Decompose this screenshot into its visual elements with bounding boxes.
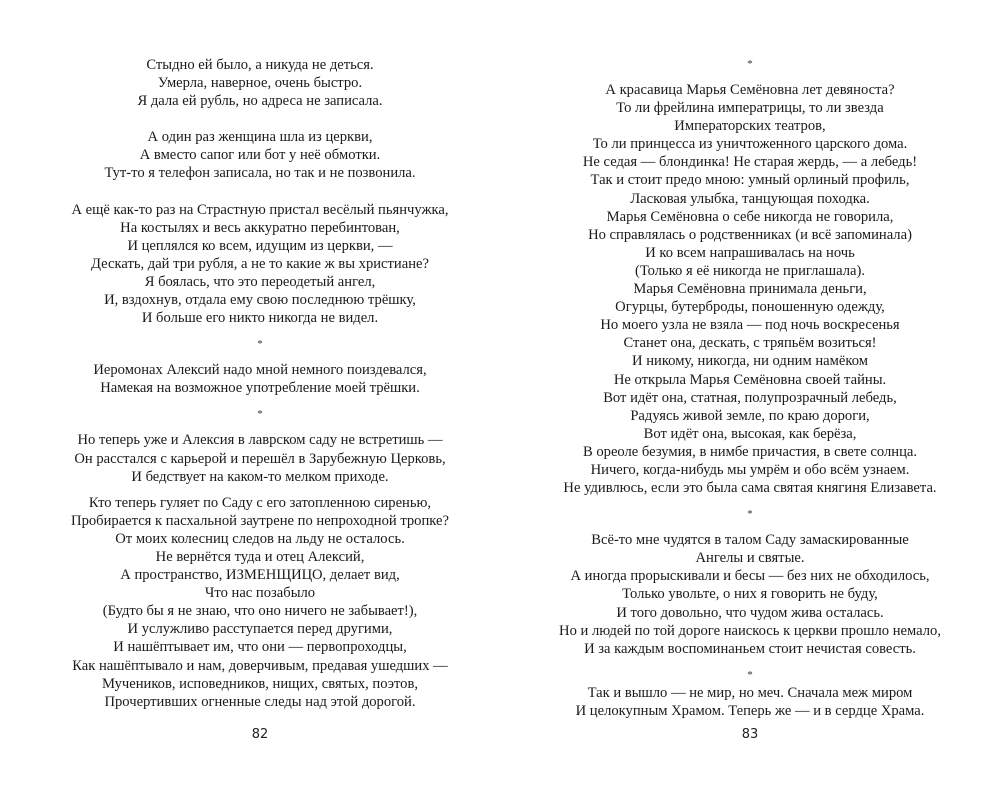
verse-line: Иеромонах Алексий надо мной немного поиздевался, [93,362,427,379]
verse-line: Вот идёт она, статная, полупрозрачный лебедь, [603,389,897,406]
verse-line: Станет она, дескать, с тряпьём возиться! [623,335,877,352]
verse-line: И ко всем напрашивалась на ночь [645,244,855,261]
verse-line: То ли фрейлина императрицы, то ли звезда [616,100,884,117]
stanza [40,201,480,328]
asterisk-separator: * [747,668,753,681]
verse-line: И целокупным Храмом. Теперь же — и в сердце Храма. [575,702,925,719]
verse-line: Марья Семёновна о себе никогда не говорила, [606,208,894,225]
verse-line: Не вернётся туда и отец Алексий, [155,548,365,565]
verse-line: А красавица Марья Семёновна лет девяноста? [605,82,895,98]
verse-line: Но справлялась о родственниках (и всё запоминала) [588,226,912,243]
verse-line: И нашёптывает им, что они — первопроходцы, [113,639,407,656]
verse-line: Ничего, когда-нибудь мы умрём и обо всём узнаем. [590,461,910,478]
verse-line: На костылях и весь аккуратно перебинтован, [120,219,400,236]
verse-line: И бедствует на каком-то мелком приходе. [131,468,389,485]
verse-line: Так и стоит предо мною: умный орлиный профиль, [590,172,910,189]
stanza [520,684,980,720]
verse-line: А пространство, ИЗМЕНЩИЦО, делает вид, [120,567,400,584]
verse-line: Но моего узла не взяла — под ночь воскресенья [600,317,900,334]
verse-line: То ли принцесса из уничтоженного царского дома. [592,136,908,153]
verse-line: Стыдно ей было, а никуда не деться. [146,57,374,73]
verse-line: Умерла, наверное, очень быстро. [157,75,363,92]
verse-line: Дескать, дай три рубля, а не то какие ж вы христиане? [91,255,429,272]
verse-line: Ангелы и святые. [695,550,805,567]
verse-line: Кто теперь гуляет по Саду с его затопленною сиренью, [88,494,432,511]
verse-line: Ласковая улыбка, танцующая походка. [630,190,870,207]
verse-line: Я дала ей рубль, но адреса не записала. [137,93,383,110]
verse-line: Императорских театров, [674,118,826,135]
verse-line: Я боялась, что это переодетый ангел, [144,273,376,290]
verse-line: А иногда прорыскивали и бесы — без них не обходилось, [570,568,930,585]
left-page-text [40,56,480,711]
verse-line: (Только я её никогда не приглашала). [634,262,866,279]
verse-line: И никому, никогда, ни одним намёком [632,353,868,370]
verse-line: А один раз женщина шла из церкви, [147,129,373,146]
verse-line: Всё-то мне чудятся в талом Саду замаскированные [591,532,909,549]
stanza [40,431,480,485]
verse-line: Прочертивших огненные следы над этой дорогой. [104,693,416,710]
verse-line: От моих колесниц следов на льду не осталось. [115,530,405,547]
verse-line: А ещё как-то раз на Страстную пристал весёлый пьянчужка, [71,201,449,218]
verse-line: Огурцы, бутерброды, поношенную одежду, [615,299,885,316]
verse-line: Но и людей по той дороге наискось к церкви прошло немало, [559,622,941,639]
verse-line: Радуясь живой земле, по краю дороги, [630,407,870,424]
verse-line: Он расстался с карьерой и перешёл в Зарубежную Церковь, [74,450,446,467]
verse-line: Как нашёптывало и нам, доверчивым, предавая ушедших — [72,657,448,674]
asterisk-separator: * [257,338,263,351]
verse-line: В ореоле безумия, в нимбе причастия, в свете солнца. [582,443,918,460]
stanza [520,531,980,658]
verse-line: Вот идёт она, высокая, как берёза, [643,425,857,442]
verse-line: Не удивлюсь, если это была сама святая княгиня Елизавета. [563,480,937,497]
page-number: 82 [251,727,269,742]
verse-line: И цеплялся ко всем, идущим из церкви, — [127,237,393,254]
verse-line: И, вздохнув, отдала ему свою последнюю трёшку, [104,292,416,309]
right-page [520,0,980,800]
verse-line: Что нас позабыло [204,585,316,602]
verse-line: А вместо сапог или бот у неё обмотки. [139,147,381,164]
verse-line: И больше его никто никогда не видел. [141,310,379,327]
asterisk-separator: * [747,508,753,521]
verse-line: Не седая — блондинка! Не старая жердь, — а лебедь! [582,154,918,171]
verse-line: Мучеников, исповедников, нищих, святых, поэтов, [101,675,419,692]
stanza [40,128,480,182]
stanza [40,361,480,397]
right-page-text [520,55,980,720]
verse-line: И услужливо расступается перед другими, [127,621,393,638]
verse-line: Намекая на возможное употребление моей трёшки. [100,380,420,397]
verse-line: Тут-то я телефон записала, но так и не позвонила. [104,165,416,182]
asterisk-separator: * [747,58,753,70]
verse-line: И того довольно, что чудом жива осталась. [616,604,884,621]
stanza [40,56,480,110]
verse-line: (Будто бы я не знаю, что оно ничего не забывает!), [102,603,418,620]
verse-line: Не открыла Марья Семёновна своей тайны. [613,371,887,388]
left-page [40,0,480,800]
verse-line: Марья Семёновна принимала деньги, [633,281,867,298]
verse-line: И за каждым воспоминаньем стоит нечистая совесть. [584,640,916,657]
page-number: 83 [741,727,759,742]
stanza [40,494,480,711]
verse-line: Пробирается к пасхальной заутрене по непроходной тропке? [71,512,449,529]
asterisk-separator: * [257,408,263,421]
verse-line: Так и вышло — не мир, но меч. Сначала меж миром [587,684,913,701]
verse-line: Только увольте, о них я говорить не буду, [622,586,878,603]
verse-line: Но теперь уже и Алексия в лаврском саду не встретишь — [77,432,443,449]
stanza [520,81,980,497]
